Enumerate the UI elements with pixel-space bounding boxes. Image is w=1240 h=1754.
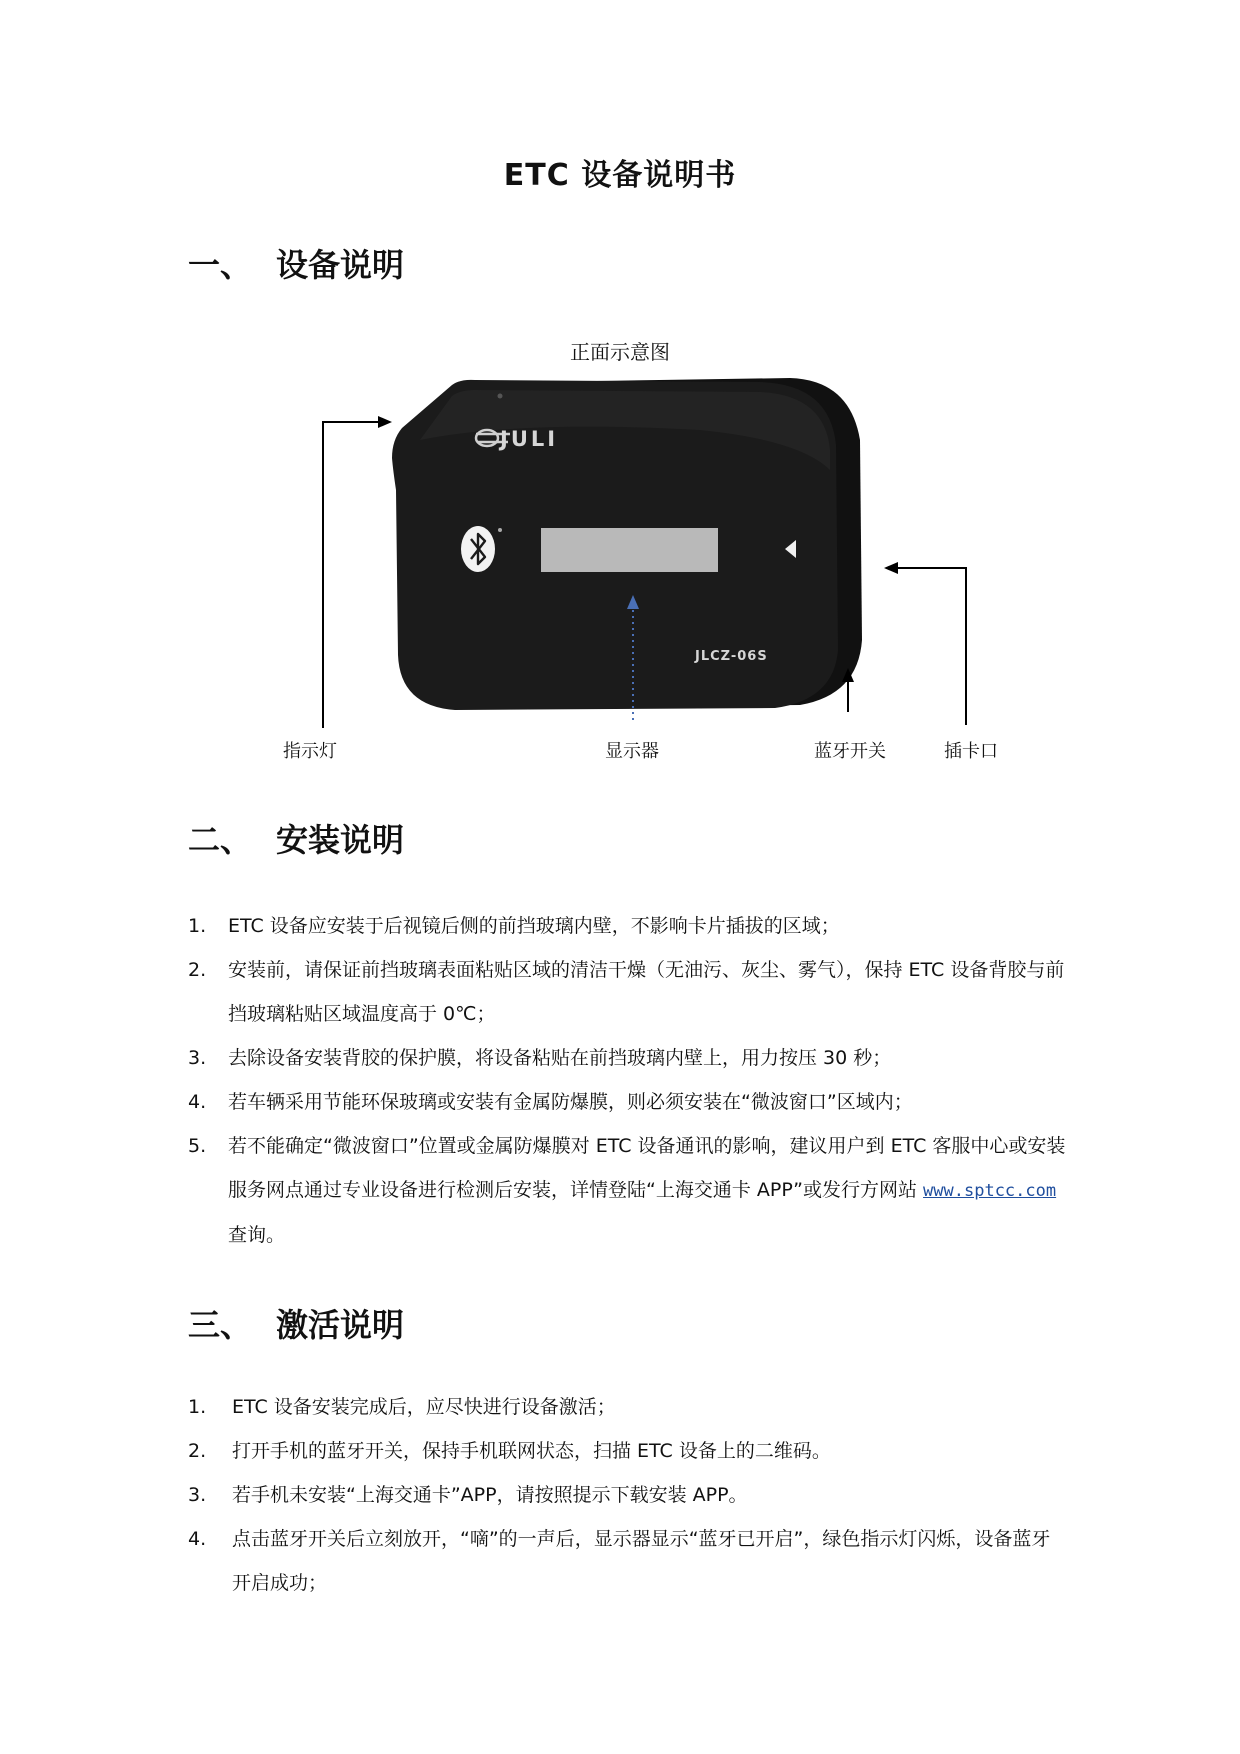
section-heading-activation xyxy=(188,1300,404,1346)
list-item xyxy=(188,1473,1068,1517)
list-item xyxy=(188,904,1068,948)
label-display: 显示器 xyxy=(605,741,659,762)
item-number: 1. xyxy=(188,1396,207,1418)
item-text: 去除设备安装背胶的保护膜，将设备粘贴在前挡玻璃内壁上，用力按压 30 秒； xyxy=(228,1047,892,1069)
section-title: 安装说明 xyxy=(276,821,405,859)
label-card-slot: 插卡口 xyxy=(944,741,998,762)
list-item xyxy=(188,1036,1068,1080)
list-item xyxy=(188,1124,1068,1257)
display-screen xyxy=(541,528,718,572)
item-number: 4. xyxy=(188,1528,207,1550)
item-number: 2. xyxy=(188,959,207,981)
section-number: 一、 xyxy=(188,246,253,284)
item-text: ETC 设备应安装于后视镜后侧的前挡玻璃内壁，不影响卡片插拔的区域； xyxy=(228,915,840,937)
section-title: 激活说明 xyxy=(276,1306,405,1344)
indicator-light xyxy=(498,394,503,399)
item-text: ETC 设备安装完成后，应尽快进行设备激活； xyxy=(232,1396,616,1418)
callout-indicator xyxy=(323,416,392,728)
item-number: 3. xyxy=(188,1484,207,1506)
brand-name: JULI xyxy=(500,427,559,451)
label-bluetooth-switch: 蓝牙开关 xyxy=(814,741,886,762)
activation-list xyxy=(188,1385,1068,1605)
section-title: 设备说明 xyxy=(276,246,405,284)
item-text: 若车辆采用节能环保玻璃或安装有金属防爆膜，则必须安装在“微波窗口”区域内； xyxy=(228,1091,913,1113)
install-list xyxy=(188,904,1068,1257)
section-heading-install xyxy=(188,815,404,861)
list-item xyxy=(188,1080,1068,1124)
figure-caption: 正面示意图 xyxy=(570,340,670,364)
item-number: 4. xyxy=(188,1091,207,1113)
section-number: 二、 xyxy=(188,821,253,859)
callout-card-slot xyxy=(884,562,966,725)
item-number: 3. xyxy=(188,1047,207,1069)
list-item xyxy=(188,1385,1068,1429)
model-number: JLCZ-06S xyxy=(695,649,768,664)
list-item xyxy=(188,948,1068,1036)
section-number: 三、 xyxy=(188,1306,253,1344)
item-number: 5. xyxy=(188,1135,207,1157)
item-text: 打开手机的蓝牙开关，保持手机联网状态，扫描 ETC 设备上的二维码。 xyxy=(232,1440,831,1462)
list-item xyxy=(188,1429,1068,1473)
item-text: 安装前，请保证前挡玻璃表面粘贴区域的清洁干燥（无油污、灰尘、雾气），保持 ETC 设备背胶与前挡玻璃粘贴区域温度高于 0℃； xyxy=(228,959,1065,1025)
item-text: 若不能确定“微波窗口”位置或金属防爆膜对 ETC 设备通讯的影响，建议用户到 ETC 客服中心或安装服务网点通过专业设备进行检测后安装，详情登陆“上海交通卡 APP”或发行方网站 xyxy=(228,1135,1066,1201)
item-number: 2. xyxy=(188,1440,207,1462)
website-link[interactable]: www.sptcc.com xyxy=(923,1181,1057,1201)
item-number: 1. xyxy=(188,915,207,937)
item-text: 若手机未安装“上海交通卡”APP，请按照提示下载安装 APP。 xyxy=(232,1484,748,1506)
label-indicator: 指示灯 xyxy=(283,741,337,762)
list-item xyxy=(188,1517,1068,1605)
item-text-end: 查询。 xyxy=(228,1224,286,1246)
item-text: 点击蓝牙开关后立刻放开，“嘀”的一声后，显示器显示“蓝牙已开启”，绿色指示灯闪烁，设备蓝牙开启成功； xyxy=(232,1528,1051,1594)
device-illustration xyxy=(0,0,1240,780)
document-title: ETC 设备说明书 xyxy=(503,158,737,193)
